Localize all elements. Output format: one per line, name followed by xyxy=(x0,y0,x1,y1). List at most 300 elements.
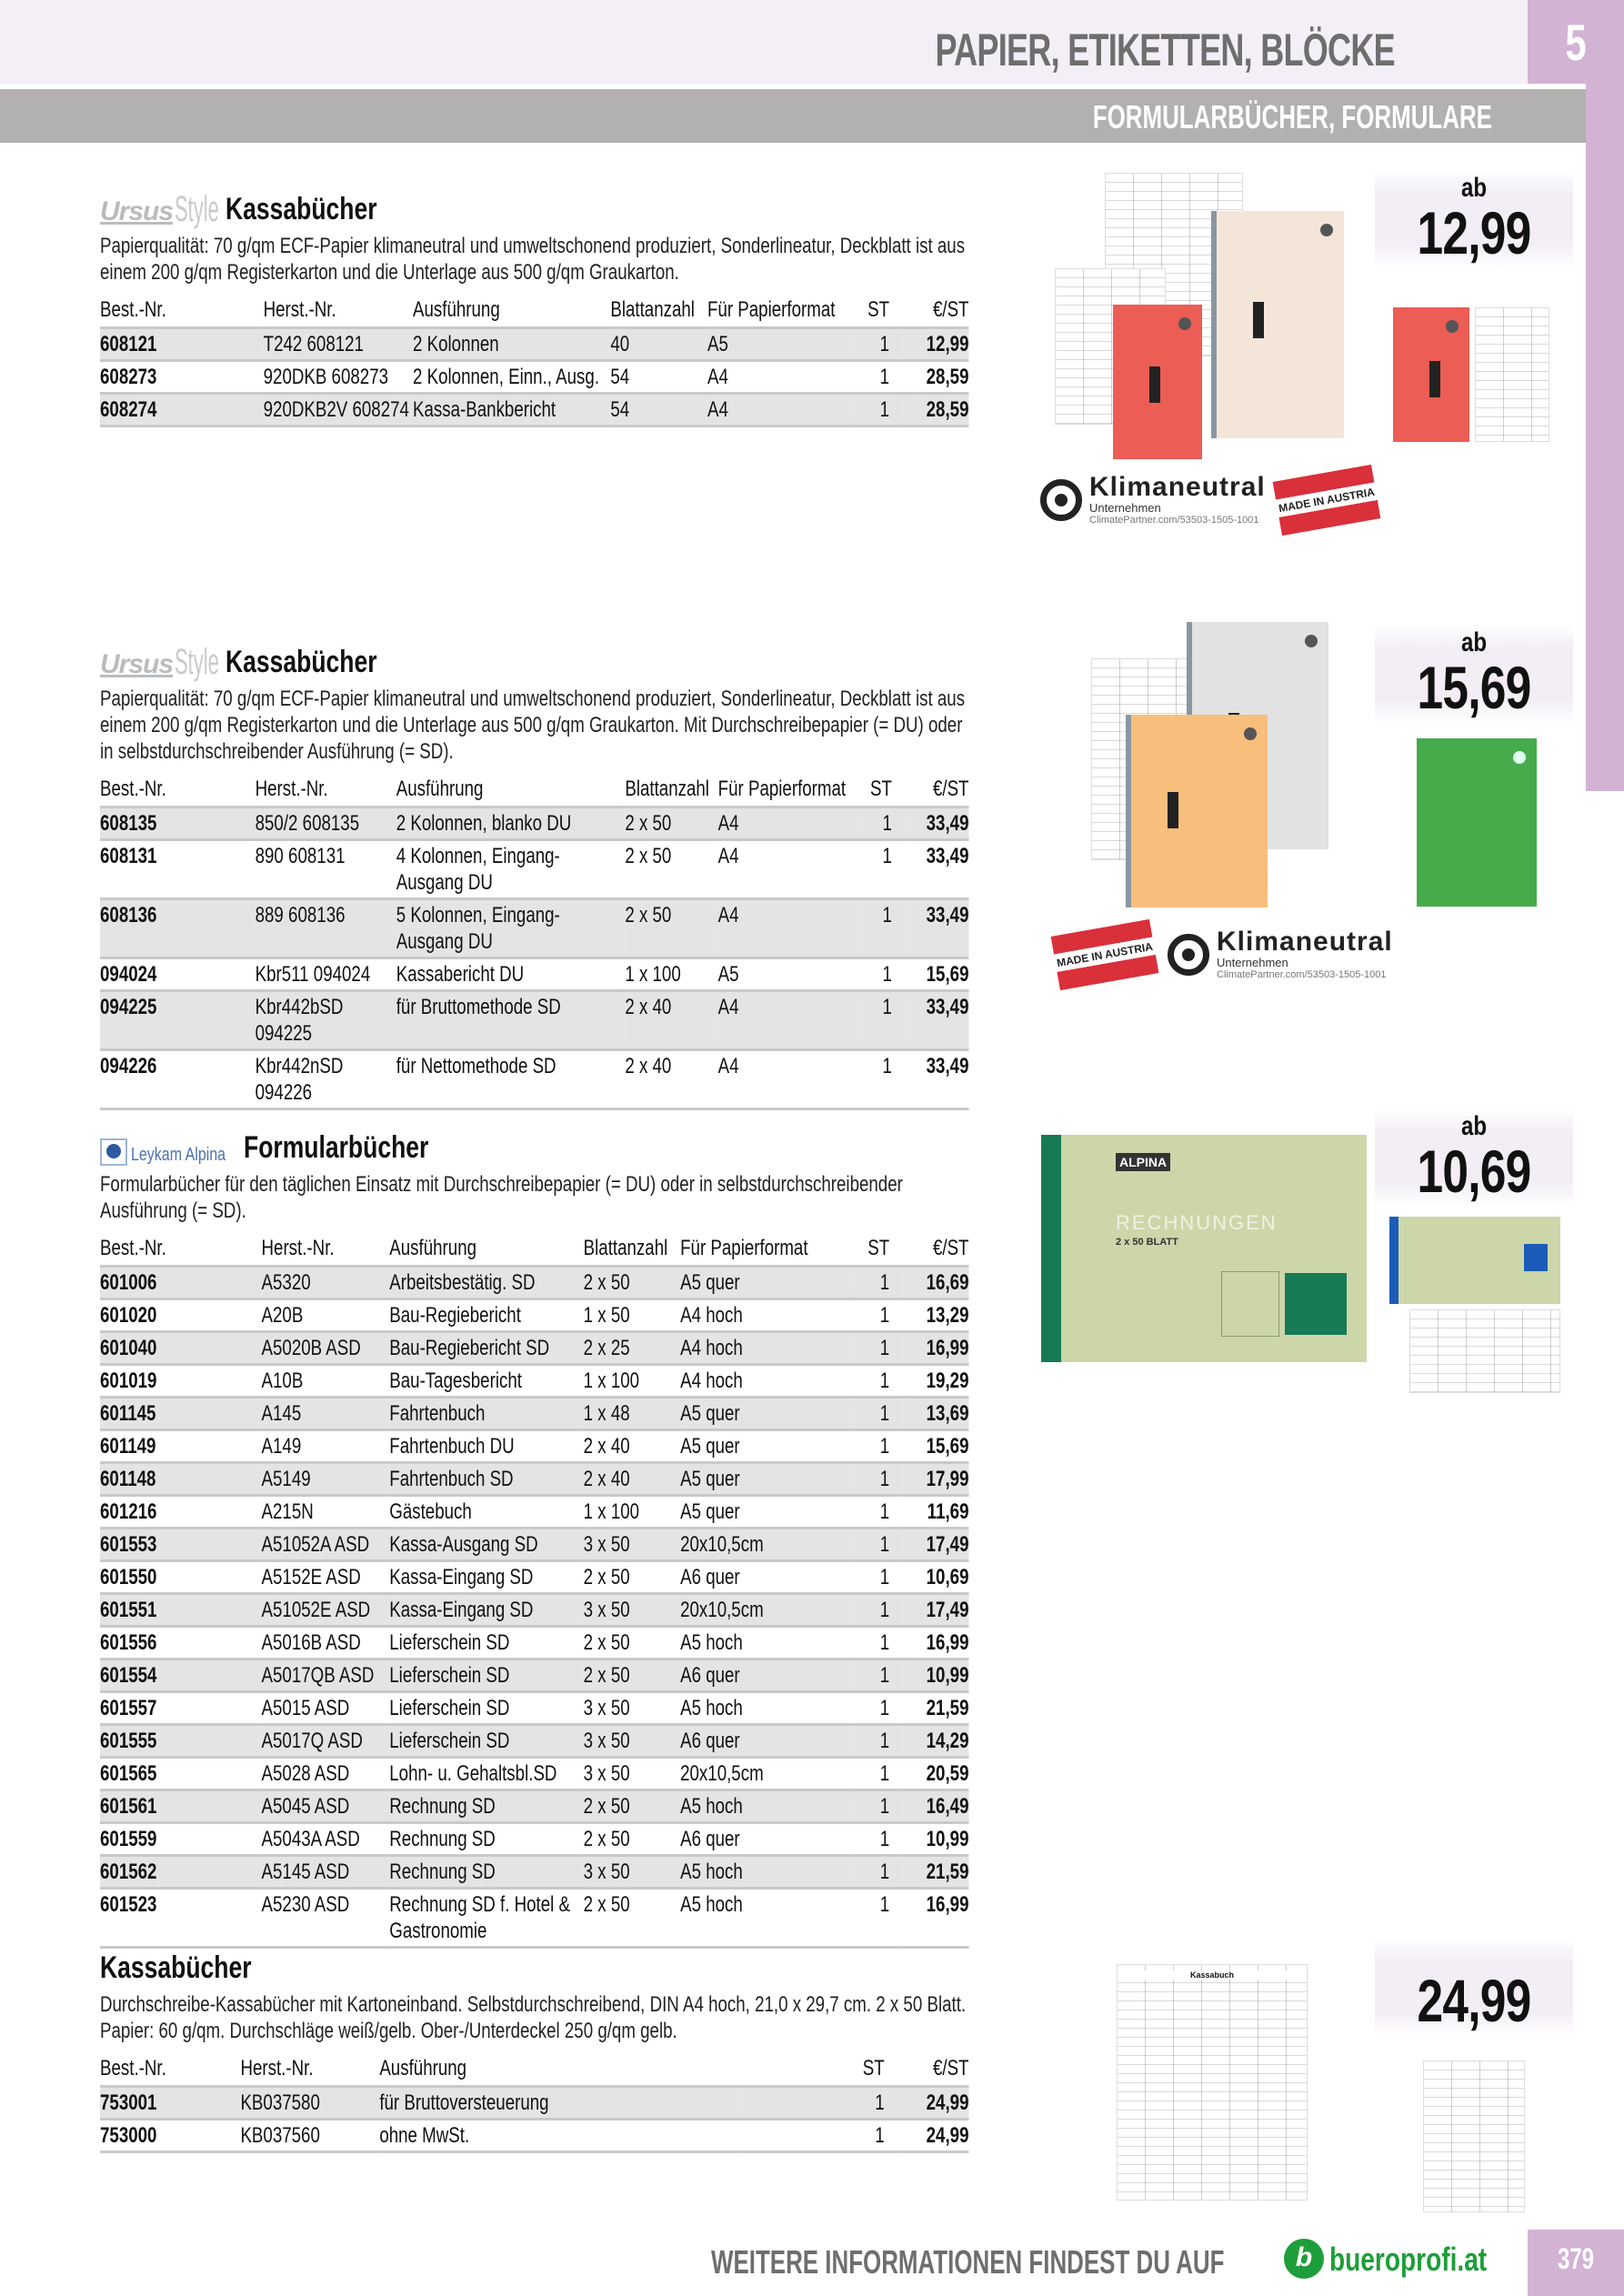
table-row xyxy=(100,1823,969,1856)
cell-price: 20,59 xyxy=(904,1758,969,1790)
product-table xyxy=(100,1233,969,1949)
cell-blatt: 54 xyxy=(610,394,707,426)
cell-format: A5 hoch xyxy=(680,1889,855,1948)
cell-herst: A149 xyxy=(262,1430,390,1463)
product-section-kassabuecher-3 xyxy=(100,1937,967,2153)
cell-blatt: 1 x 100 xyxy=(584,1496,680,1529)
product-section-kassabuecher-1 xyxy=(100,178,967,427)
table-row xyxy=(100,361,969,394)
column-header-st: ST xyxy=(855,295,904,328)
cell-best: 601565 xyxy=(100,1758,262,1790)
table-row xyxy=(100,1856,969,1889)
cell-ausf: Rechnung SD f. Hotel & Gastronomie xyxy=(389,1889,583,1948)
table-row xyxy=(100,1463,969,1496)
column-header-format: Für Papierformat xyxy=(718,774,859,807)
cell-best: 608131 xyxy=(100,840,256,899)
table-row xyxy=(100,1299,969,1332)
cell-blatt: 2 x 40 xyxy=(584,1430,680,1463)
cell-blatt: 2 x 50 xyxy=(584,1561,680,1594)
table-row xyxy=(100,1627,969,1659)
cell-format: A5 quer xyxy=(680,1496,855,1529)
page-number-tab xyxy=(1528,2230,1624,2296)
cell-ausf: Lieferschein SD xyxy=(389,1659,583,1692)
price-value: 10,69 xyxy=(1417,1138,1531,1205)
cell-herst: 890 608131 xyxy=(256,840,396,899)
cell-format: 20x10,5cm xyxy=(680,1594,855,1627)
cell-ausf: Arbeitsbestätig. SD xyxy=(389,1267,583,1299)
table-row xyxy=(100,1594,969,1627)
column-header-herst: Herst.-Nr. xyxy=(264,295,413,328)
cell-best: 601550 xyxy=(100,1561,262,1594)
cell-ausf: Gästebuch xyxy=(389,1496,583,1529)
cell-format: A5 hoch xyxy=(680,1856,855,1889)
cell-ausf: Fahrtenbuch SD xyxy=(389,1463,583,1496)
section-title: Formularbücher xyxy=(244,1130,429,1165)
column-header-format: Für Papierformat xyxy=(680,1233,855,1267)
cell-herst: KB037560 xyxy=(240,2120,379,2152)
table-row xyxy=(100,328,969,361)
cell-blatt: 3 x 50 xyxy=(584,1529,680,1561)
cell-st: 1 xyxy=(855,1398,904,1430)
cell-ausf: Bau-Regiebericht SD xyxy=(389,1332,583,1365)
cell-best: 601148 xyxy=(100,1463,262,1496)
leykam-logo-icon xyxy=(100,1138,127,1166)
bueroprofi-logo-icon: b xyxy=(1284,2239,1324,2279)
section-title: Kassabücher xyxy=(226,645,377,679)
cell-best: 094024 xyxy=(100,958,256,991)
cell-herst: A5028 ASD xyxy=(262,1758,390,1790)
kassabuch-sheet-image: Kassabuch xyxy=(1117,1964,1308,2201)
made-in-austria-badge: MADE IN AUSTRIA xyxy=(1051,919,1159,990)
table-row xyxy=(100,991,969,1050)
product-section-kassabuecher-2 xyxy=(100,631,967,1110)
cell-blatt: 2 x 50 xyxy=(584,1627,680,1659)
cell-herst: A20B xyxy=(262,1299,390,1332)
column-header-best: Best.-Nr. xyxy=(100,774,256,807)
cell-price: 15,69 xyxy=(904,1430,969,1463)
cell-herst: A5045 ASD xyxy=(262,1790,390,1823)
cell-price: 21,59 xyxy=(904,1856,969,1889)
cell-ausf: Lieferschein SD xyxy=(389,1725,583,1758)
cell-blatt: 2 x 50 xyxy=(584,1823,680,1856)
cell-price: 12,99 xyxy=(904,328,969,361)
cell-ausf: Kassa-Eingang SD xyxy=(389,1561,583,1594)
cell-herst: Kbr511 094024 xyxy=(256,958,396,991)
cell-blatt: 1 x 100 xyxy=(584,1365,680,1398)
cell-blatt: 1 x 48 xyxy=(584,1398,680,1430)
column-header-best: Best.-Nr. xyxy=(100,1233,262,1267)
cover-alpina-small xyxy=(1389,1217,1560,1304)
cell-price: 33,49 xyxy=(907,840,969,899)
column-header-blatt: Blattanzahl xyxy=(625,774,717,807)
cell-st: 1 xyxy=(855,1856,904,1889)
price-box xyxy=(1375,169,1573,269)
table-row xyxy=(100,394,969,426)
cell-best: 601216 xyxy=(100,1496,262,1529)
cell-st: 1 xyxy=(859,807,907,840)
cell-blatt: 3 x 50 xyxy=(584,1692,680,1725)
cell-best: 601020 xyxy=(100,1299,262,1332)
cell-st: 1 xyxy=(855,1790,904,1823)
cell-st: 1 xyxy=(743,2120,899,2152)
column-header-blatt: Blattanzahl xyxy=(610,295,707,328)
cell-best: 601555 xyxy=(100,1725,262,1758)
cell-st: 1 xyxy=(859,991,907,1050)
cell-st: 1 xyxy=(855,1758,904,1790)
cell-price: 17,49 xyxy=(904,1594,969,1627)
side-register-tab xyxy=(1586,84,1624,791)
cell-blatt: 3 x 50 xyxy=(584,1594,680,1627)
cell-blatt: 2 x 25 xyxy=(584,1332,680,1365)
cell-herst: A5017QB ASD xyxy=(262,1659,390,1692)
kassabuch-sheet-image-small xyxy=(1423,2060,1525,2212)
cell-best: 601562 xyxy=(100,1856,262,1889)
cell-best: 753001 xyxy=(100,2087,240,2120)
cover-red xyxy=(1393,307,1469,442)
chapter-tab xyxy=(1528,0,1624,84)
cell-blatt: 2 x 50 xyxy=(584,1790,680,1823)
cell-best: 601523 xyxy=(100,1889,262,1948)
cell-format: A6 quer xyxy=(680,1561,855,1594)
column-header-best: Best.-Nr. xyxy=(100,295,264,328)
cell-st: 1 xyxy=(855,1692,904,1725)
cell-best: 601149 xyxy=(100,1430,262,1463)
cell-best: 601557 xyxy=(100,1692,262,1725)
price-prefix: ab xyxy=(1460,173,1487,203)
cell-price: 14,29 xyxy=(904,1725,969,1758)
cell-best: 608121 xyxy=(100,328,264,361)
cell-price: 16,49 xyxy=(904,1790,969,1823)
cell-best: 601561 xyxy=(100,1790,262,1823)
cell-format: A4 xyxy=(707,361,855,394)
column-header-herst: Herst.-Nr. xyxy=(262,1233,390,1267)
cell-st: 1 xyxy=(855,1594,904,1627)
cell-herst: 850/2 608135 xyxy=(256,807,396,840)
section-description: Formularbücher für den täglichen Einsatz mit Durchschreibepapier (= DU) oder in selbstdurchschreibender Ausführung (= SD). xyxy=(100,1172,903,1223)
cell-ausf: Kassa-Ausgang SD xyxy=(389,1529,583,1561)
table-row xyxy=(100,807,969,840)
cell-ausf: ohne MwSt. xyxy=(379,2120,742,2152)
cell-blatt: 3 x 50 xyxy=(584,1758,680,1790)
cell-best: 601556 xyxy=(100,1627,262,1659)
badges: Klimaneutral Unternehmen ClimatePartner.com/53503-1505-1001 MADE IN AUSTRIA xyxy=(1040,473,1377,527)
cell-ausf: Fahrtenbuch DU xyxy=(389,1430,583,1463)
column-header-price: €/ST xyxy=(904,295,969,328)
cell-herst: A145 xyxy=(262,1398,390,1430)
cell-ausf: Lohn- u. Gehaltsbl.SD xyxy=(389,1758,583,1790)
cell-price: 16,99 xyxy=(904,1889,969,1948)
price-value: 24,99 xyxy=(1417,1967,1531,2034)
section-subtitle: FORMULARBÜCHER, FORMULARE xyxy=(1092,98,1492,135)
cell-best: 601553 xyxy=(100,1529,262,1561)
cell-price: 10,99 xyxy=(904,1659,969,1692)
cell-best: 608136 xyxy=(100,899,256,958)
cell-format: A5 hoch xyxy=(680,1790,855,1823)
cell-price: 24,99 xyxy=(898,2120,968,2152)
cell-st: 1 xyxy=(855,1823,904,1856)
cell-herst: A51052A ASD xyxy=(262,1529,390,1561)
cell-herst: A5230 ASD xyxy=(262,1889,390,1948)
product-table xyxy=(100,774,969,1110)
column-header-herst: Herst.-Nr. xyxy=(256,774,396,807)
cell-format: 20x10,5cm xyxy=(680,1529,855,1561)
cell-st: 1 xyxy=(859,958,907,991)
cell-ausf: Rechnung SD xyxy=(389,1823,583,1856)
cell-format: 20x10,5cm xyxy=(680,1758,855,1790)
chapter-number: 5 xyxy=(1565,14,1587,71)
cell-herst: A5320 xyxy=(262,1267,390,1299)
cell-format: A6 quer xyxy=(680,1725,855,1758)
cell-price: 16,99 xyxy=(904,1332,969,1365)
cell-format: A4 hoch xyxy=(680,1332,855,1365)
cell-format: A4 xyxy=(718,899,859,958)
cell-herst: 920DKB2V 608274 xyxy=(264,394,413,426)
price-box xyxy=(1375,1937,1573,2037)
cell-ausf: 4 Kolonnen, Eingang-Ausgang DU xyxy=(396,840,626,899)
table-row xyxy=(100,2087,969,2120)
product-section-formularbuecher xyxy=(100,1117,967,1949)
column-header-herst: Herst.-Nr. xyxy=(240,2053,379,2087)
cell-blatt: 2 x 50 xyxy=(584,1267,680,1299)
column-header-price: €/ST xyxy=(904,1233,969,1267)
cell-format: A4 hoch xyxy=(680,1365,855,1398)
cell-herst: 920DKB 608273 xyxy=(264,361,413,394)
cell-price: 28,59 xyxy=(904,361,969,394)
cell-format: A4 xyxy=(718,1050,859,1109)
table-row xyxy=(100,2120,969,2152)
cell-price: 17,99 xyxy=(904,1463,969,1496)
column-header-st: ST xyxy=(859,774,907,807)
table-row xyxy=(100,1529,969,1561)
table-row xyxy=(100,1267,969,1299)
table-row xyxy=(100,899,969,958)
cell-st: 1 xyxy=(855,1267,904,1299)
price-prefix: ab xyxy=(1460,627,1487,657)
cell-blatt: 2 x 40 xyxy=(584,1463,680,1496)
cell-format: A5 quer xyxy=(680,1430,855,1463)
cell-st: 1 xyxy=(855,328,904,361)
section-description: Papierqualität: 70 g/qm ECF-Papier klimaneutral und umweltschonend produziert, Sonderlineatur, Deckblatt ist aus einem 200 g/qm Registerkarton und die Unterlage aus 500 g/qm Graukarton. xyxy=(100,234,966,285)
cell-price: 21,59 xyxy=(904,1692,969,1725)
cell-blatt: 2 x 50 xyxy=(625,840,717,899)
brand-logo-leykam-alpina: Leykam Alpina xyxy=(100,1138,238,1166)
cell-blatt: 2 x 50 xyxy=(584,1659,680,1692)
cell-price: 19,29 xyxy=(904,1365,969,1398)
cell-format: A4 xyxy=(707,394,855,426)
cell-blatt: 2 x 40 xyxy=(625,991,717,1050)
cell-ausf: Fahrtenbuch xyxy=(389,1398,583,1430)
price-prefix xyxy=(1395,1940,1553,1970)
cell-herst: A5020B ASD xyxy=(262,1332,390,1365)
cell-herst: T242 608121 xyxy=(264,328,413,361)
column-header-ausf: Ausführung xyxy=(413,295,610,328)
cell-format: A5 quer xyxy=(680,1463,855,1496)
cell-ausf: Rechnung SD xyxy=(389,1790,583,1823)
table-row xyxy=(100,1725,969,1758)
cell-blatt: 40 xyxy=(610,328,707,361)
cell-format: A4 xyxy=(718,991,859,1050)
column-header-blatt: Blattanzahl xyxy=(584,1233,680,1267)
column-header-price: €/ST xyxy=(898,2053,968,2087)
column-header-st: ST xyxy=(743,2053,899,2087)
cell-blatt: 3 x 50 xyxy=(584,1856,680,1889)
cell-st: 1 xyxy=(855,1430,904,1463)
cell-ausf: für Bruttomethode SD xyxy=(396,991,626,1050)
cell-herst: A5043A ASD xyxy=(262,1823,390,1856)
cell-herst: A215N xyxy=(262,1496,390,1529)
cell-best: 601145 xyxy=(100,1398,262,1430)
cell-price: 24,99 xyxy=(898,2087,968,2120)
cell-st: 1 xyxy=(855,394,904,426)
cell-ausf: Kassabericht DU xyxy=(396,958,626,991)
table-row xyxy=(100,958,969,991)
table-row xyxy=(100,1659,969,1692)
cell-ausf: 2 Kolonnen xyxy=(413,328,610,361)
cell-best: 094226 xyxy=(100,1050,256,1109)
cell-format: A4 hoch xyxy=(680,1299,855,1332)
cell-st: 1 xyxy=(859,899,907,958)
bueroprofi-link[interactable]: bueroprofi.at xyxy=(1329,2241,1488,2278)
cell-herst: A5016B ASD xyxy=(262,1627,390,1659)
table-row xyxy=(100,1692,969,1725)
climatepartner-icon xyxy=(1168,934,1209,976)
cell-st: 1 xyxy=(855,1299,904,1332)
column-header-ausf: Ausführung xyxy=(389,1233,583,1267)
column-header-price: €/ST xyxy=(907,774,969,807)
cover-red xyxy=(1113,305,1202,459)
cell-price: 33,49 xyxy=(907,991,969,1050)
cell-st: 1 xyxy=(859,1050,907,1109)
made-in-austria-badge: MADE IN AUSTRIA xyxy=(1272,465,1380,536)
cell-blatt: 3 x 50 xyxy=(584,1725,680,1758)
column-header-best: Best.-Nr. xyxy=(100,2053,240,2087)
cell-format: A5 xyxy=(707,328,855,361)
cell-herst: Kbr442nSD 094226 xyxy=(256,1050,396,1109)
cell-st: 1 xyxy=(855,1561,904,1594)
section-title: Kassabücher xyxy=(100,1950,252,1985)
klimaneutral-label: Klimaneutral xyxy=(1089,472,1266,502)
cell-price: 10,99 xyxy=(904,1823,969,1856)
cell-best: 601006 xyxy=(100,1267,262,1299)
cell-herst: A51052E ASD xyxy=(262,1594,390,1627)
page-title: PAPIER, ETIKETTEN, BLÖCKE xyxy=(935,25,1395,75)
cell-format: A5 hoch xyxy=(680,1692,855,1725)
cell-ausf: 5 Kolonnen, Eingang-Ausgang DU xyxy=(396,899,626,958)
cell-ausf: Rechnung SD xyxy=(389,1856,583,1889)
section-description: Papierqualität: 70 g/qm ECF-Papier klimaneutral und umweltschonend produziert, Sonderlineatur, Deckblatt ist aus einem 200 g/qm Registerkarton und die Unterlage aus 500 g/qm Graukarton. Mit Durchschreibepapier (= DU) oder in selbstdurchschreibender Ausführung (= SD). xyxy=(100,687,966,764)
table-row xyxy=(100,1790,969,1823)
cell-best: 608273 xyxy=(100,361,264,394)
cell-herst: KB037580 xyxy=(240,2087,379,2120)
cell-st: 1 xyxy=(855,1725,904,1758)
price-box xyxy=(1375,1108,1573,1208)
cell-price: 28,59 xyxy=(904,394,969,426)
cell-st: 1 xyxy=(859,840,907,899)
cell-ausf: für Nettomethode SD xyxy=(396,1050,626,1109)
price-prefix: ab xyxy=(1460,1111,1487,1141)
cell-best: 608274 xyxy=(100,394,264,426)
cell-st: 1 xyxy=(855,1496,904,1529)
footer-info-text: WEITERE INFORMATIONEN FINDEST DU AUF xyxy=(711,2243,1225,2281)
cell-format: A6 quer xyxy=(680,1659,855,1692)
cell-price: 33,49 xyxy=(907,899,969,958)
klimaneutral-label: Klimaneutral xyxy=(1217,927,1393,957)
form-sheet-image xyxy=(1409,1309,1560,1393)
cell-herst: A10B xyxy=(262,1365,390,1398)
cell-st: 1 xyxy=(855,1889,904,1948)
cell-st: 1 xyxy=(855,1365,904,1398)
cell-price: 13,69 xyxy=(904,1398,969,1430)
cell-blatt: 1 x 50 xyxy=(584,1299,680,1332)
cell-herst: A5145 ASD xyxy=(262,1856,390,1889)
cell-best: 601040 xyxy=(100,1332,262,1365)
cell-price: 10,69 xyxy=(904,1561,969,1594)
price-box xyxy=(1375,624,1573,724)
cell-best: 608135 xyxy=(100,807,256,840)
climatepartner-icon xyxy=(1040,479,1082,521)
cell-herst: 889 608136 xyxy=(256,899,396,958)
cell-blatt: 2 x 40 xyxy=(625,1050,717,1109)
table-row xyxy=(100,840,969,899)
brand-logo-ursus: Ursus Style xyxy=(100,189,219,229)
cell-best: 094225 xyxy=(100,991,256,1050)
table-row xyxy=(100,1496,969,1529)
section-description: Durchschreibe-Kassabücher mit Kartoneinband. Selbstdurchschreibend, DIN A4 hoch, 21,0 x 29,7 cm. 2 x 50 Blatt. Papier: 60 g/qm. Durchschläge weiß/gelb. Ober-/Unterdeckel 250 g/qm gelb. xyxy=(100,1992,967,2043)
product-table xyxy=(100,295,969,427)
cell-format: A6 quer xyxy=(680,1823,855,1856)
cell-ausf: Bau-Tagesbericht xyxy=(389,1365,583,1398)
cell-blatt: 2 x 50 xyxy=(584,1889,680,1948)
cell-format: A5 quer xyxy=(680,1267,855,1299)
price-value: 12,99 xyxy=(1417,199,1531,266)
cell-st: 1 xyxy=(855,1463,904,1496)
cell-price: 13,29 xyxy=(904,1299,969,1332)
cell-st: 1 xyxy=(855,1627,904,1659)
brand-logo-ursus: Ursus Style xyxy=(100,642,219,682)
cell-ausf: 2 Kolonnen, blanko DU xyxy=(396,807,626,840)
cell-ausf: 2 Kolonnen, Einn., Ausg. xyxy=(413,361,610,394)
cell-ausf: Bau-Regiebericht xyxy=(389,1299,583,1332)
column-header-ausf: Ausführung xyxy=(396,774,626,807)
cell-blatt: 54 xyxy=(610,361,707,394)
cover-green xyxy=(1417,738,1537,907)
cell-ausf: für Bruttoversteuerung xyxy=(379,2087,742,2120)
product-image-kassabuecher-2 xyxy=(1082,622,1355,913)
cell-herst: Kbr442bSD 094225 xyxy=(256,991,396,1050)
cell-price: 16,99 xyxy=(904,1627,969,1659)
table-row xyxy=(100,1050,969,1109)
table-row xyxy=(100,1365,969,1398)
cell-format: A5 hoch xyxy=(680,1627,855,1659)
cover-alpina-rechnungen: ALPINA RECHNUNGEN 2 x 50 BLATT xyxy=(1041,1135,1367,1362)
cell-price: 16,69 xyxy=(904,1267,969,1299)
column-header-format: Für Papierformat xyxy=(707,295,855,328)
cell-st: 1 xyxy=(855,1332,904,1365)
product-table xyxy=(100,2053,969,2153)
cell-best: 601554 xyxy=(100,1659,262,1692)
cell-format: A4 xyxy=(718,840,859,899)
section-title: Kassabücher xyxy=(226,192,377,226)
cell-ausf: Kassa-Bankbericht xyxy=(413,394,610,426)
cell-herst: A5015 ASD xyxy=(262,1692,390,1725)
cell-st: 1 xyxy=(855,361,904,394)
cell-best: 753000 xyxy=(100,2120,240,2152)
cell-blatt: 2 x 50 xyxy=(625,807,717,840)
table-row xyxy=(100,1430,969,1463)
cell-price: 33,49 xyxy=(907,807,969,840)
cell-ausf: Lieferschein SD xyxy=(389,1627,583,1659)
cell-st: 1 xyxy=(855,1659,904,1692)
